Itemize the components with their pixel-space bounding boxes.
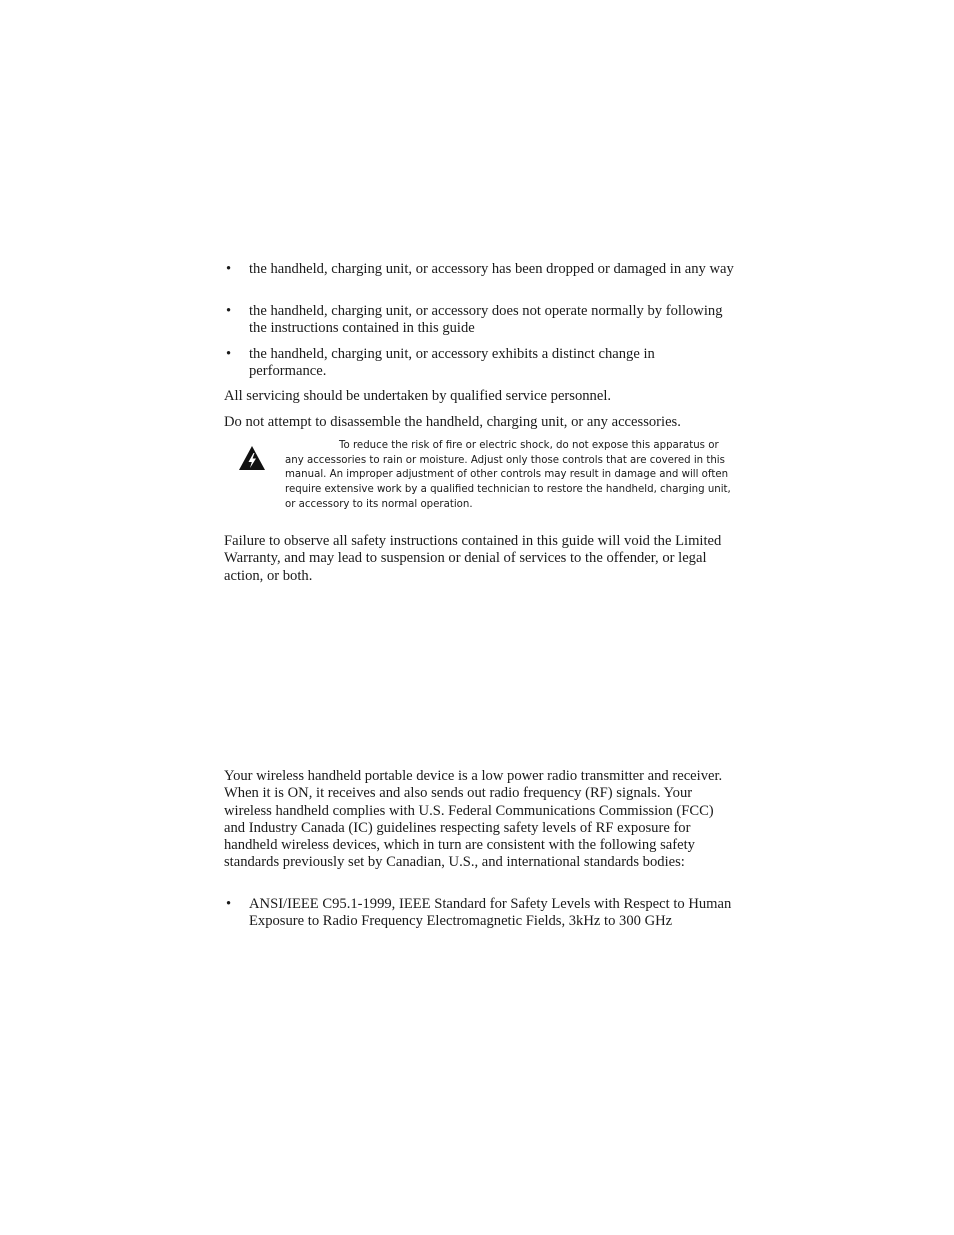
list-item-text: the handheld, charging unit, or accessory does not operate normally by following the instructions contained in this guide xyxy=(249,303,723,337)
list-item xyxy=(224,896,734,931)
warning-notice xyxy=(236,439,736,519)
paragraph-disassemble: Do not attempt to disassemble the handheld, charging unit, or any accessories. xyxy=(224,414,681,430)
list-item xyxy=(224,261,734,278)
list-item xyxy=(224,303,734,338)
list-item-text: ANSI/IEEE C95.1-1999, IEEE Standard for Safety Levels with Respect to Human Exposure to Radio Frequency Electromagnetic Fields, 3kHz to 300 GHz xyxy=(249,896,732,930)
bullet-marker: • xyxy=(226,346,232,362)
list-item xyxy=(224,346,734,381)
paragraph-rf-exposure: Your wireless handheld portable device is a low power radio transmitter and receiver. When it is ON, it receives and also sends out radio frequency (RF) signals. Your wireless handheld complies with U.S. Federal Communications Commission (FCC) and Industry Canada (IC) guidelines respecting safety levels of RF exposure for handheld wireless devices, which in turn are consistent with the following safety standards previously set by Canadian, U.S., and international standards bodies: xyxy=(224,768,723,871)
warning-text: To reduce the risk of fire or electric shock, do not expose this apparatus or any accessories to rain or moisture. Adjust only those controls that are covered in this manual. An improper adjustment of other controls may result in damage and will often require extensive work by a qualified technician to restore the handheld, charging unit, or accessory to its normal operation. xyxy=(285,440,731,510)
paragraph-servicing: All servicing should be undertaken by qualified service personnel. xyxy=(224,388,612,404)
bullet-marker: • xyxy=(226,303,232,319)
paragraph-failure: Failure to observe all safety instructions contained in this guide will void the Limited Warranty, and may lead to suspension or denial of services to the offender, or legal action, or both. xyxy=(224,533,722,584)
electric-shock-warning-icon xyxy=(238,445,266,471)
list-item-text: the handheld, charging unit, or accessory has been dropped or damaged in any way xyxy=(249,261,734,277)
bullet-marker: • xyxy=(226,261,232,277)
list-item-text: the handheld, charging unit, or accessory exhibits a distinct change in performance. xyxy=(249,346,655,380)
bullet-marker: • xyxy=(226,896,232,912)
